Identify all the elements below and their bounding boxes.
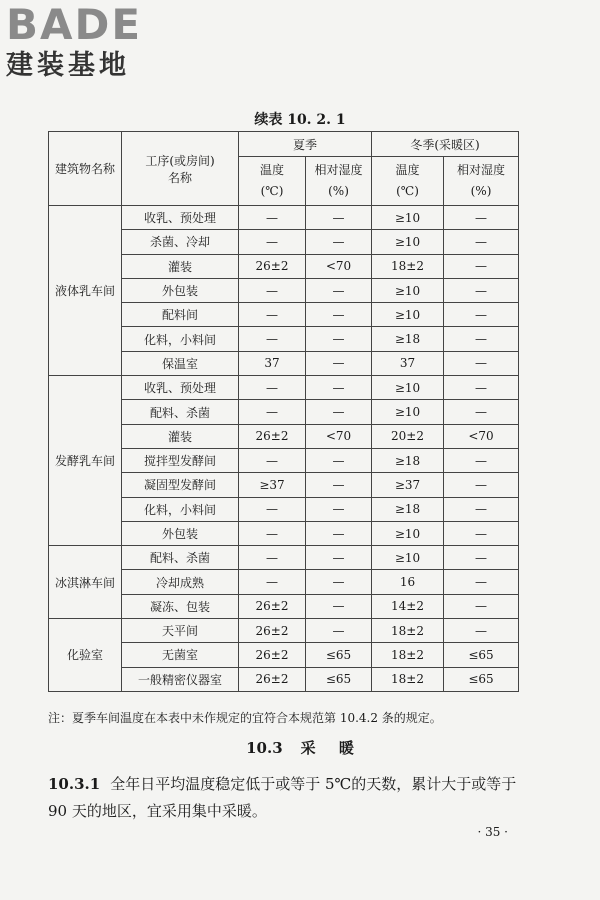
summer-temp-cell: ≥37 xyxy=(239,473,306,497)
building-name-cell: 发酵乳车间 xyxy=(49,376,122,546)
winter-temp-cell: ≥10 xyxy=(372,206,444,230)
winter-temp-cell: 14±2 xyxy=(372,594,444,618)
process-cell: 一般精密仪器室 xyxy=(122,667,239,691)
winter-temp-cell: 18±2 xyxy=(372,619,444,643)
header-summer: 夏季 xyxy=(239,132,372,157)
table-row xyxy=(49,376,519,400)
summer-temp-cell: — xyxy=(239,400,306,424)
header-building: 建筑物名称 xyxy=(49,132,122,206)
summer-humidity-cell: — xyxy=(306,376,372,400)
winter-temp-cell: ≥10 xyxy=(372,303,444,327)
clause-10-3-1 xyxy=(48,771,518,825)
summer-temp-cell: 26±2 xyxy=(239,667,306,691)
process-cell: 外包装 xyxy=(122,278,239,302)
summer-humidity-cell: — xyxy=(306,521,372,545)
winter-humidity-cell: — xyxy=(444,521,519,545)
winter-temp-cell: ≥18 xyxy=(372,327,444,351)
winter-humidity-cell: — xyxy=(444,351,519,375)
winter-temp-cell: ≥37 xyxy=(372,473,444,497)
winter-temp-cell: 18±2 xyxy=(372,667,444,691)
header-winter-temp: 温度 (℃) xyxy=(372,157,444,206)
summer-temp-cell: 26±2 xyxy=(239,619,306,643)
clause-number: 10.3.1 xyxy=(48,775,101,793)
process-cell: 配料、杀菌 xyxy=(122,400,239,424)
clause-text: 全年日平均温度稳定低于或等于 5℃的天数，累计大于或等于 90 天的地区，宜采用集中采暖。 xyxy=(48,775,517,820)
winter-temp-cell: 37 xyxy=(372,351,444,375)
summer-humidity-cell: — xyxy=(306,206,372,230)
winter-humidity-cell: — xyxy=(444,400,519,424)
summer-humidity-cell: ≤65 xyxy=(306,667,372,691)
summer-humidity-cell: — xyxy=(306,497,372,521)
process-cell: 外包装 xyxy=(122,521,239,545)
winter-temp-cell: ≥10 xyxy=(372,376,444,400)
winter-humidity-cell: — xyxy=(444,594,519,618)
winter-temp-cell: ≥10 xyxy=(372,400,444,424)
summer-temp-cell: — xyxy=(239,230,306,254)
summer-temp-cell: — xyxy=(239,521,306,545)
winter-humidity-cell: — xyxy=(444,278,519,302)
winter-temp-cell: 18±2 xyxy=(372,643,444,667)
winter-humidity-cell: — xyxy=(444,206,519,230)
header-summer-humidity: 相对湿度 (%) xyxy=(306,157,372,206)
summer-humidity-cell: — xyxy=(306,278,372,302)
process-cell: 保温室 xyxy=(122,351,239,375)
process-cell: 杀菌、冷却 xyxy=(122,230,239,254)
table-row xyxy=(49,546,519,570)
process-cell: 灌装 xyxy=(122,254,239,278)
process-cell: 化料，小料间 xyxy=(122,327,239,351)
winter-humidity-cell: — xyxy=(444,619,519,643)
summer-humidity-cell: — xyxy=(306,303,372,327)
winter-humidity-cell: ≤65 xyxy=(444,643,519,667)
summer-humidity-cell: — xyxy=(306,473,372,497)
summer-temp-cell: — xyxy=(239,497,306,521)
summer-temp-cell: — xyxy=(239,278,306,302)
process-cell: 天平间 xyxy=(122,619,239,643)
table-caption: 续表 10. 2. 1 xyxy=(254,112,346,128)
process-cell: 冷却成熟 xyxy=(122,570,239,594)
winter-temp-cell: ≥10 xyxy=(372,278,444,302)
winter-humidity-cell: — xyxy=(444,570,519,594)
process-cell: 配料、杀菌 xyxy=(122,546,239,570)
winter-temp-cell: ≥18 xyxy=(372,448,444,472)
header-winter-humidity: 相对湿度 (%) xyxy=(444,157,519,206)
header-summer-temp: 温度 (℃) xyxy=(239,157,306,206)
winter-humidity-cell: — xyxy=(444,497,519,521)
table-body xyxy=(49,206,519,692)
summer-humidity-cell: — xyxy=(306,619,372,643)
winter-temp-cell: ≥10 xyxy=(372,230,444,254)
building-name-cell: 化验室 xyxy=(49,619,122,692)
winter-temp-cell: 20±2 xyxy=(372,424,444,448)
process-cell: 搅拌型发酵间 xyxy=(122,448,239,472)
winter-temp-cell: ≥18 xyxy=(372,497,444,521)
process-cell: 收乳、预处理 xyxy=(122,376,239,400)
winter-humidity-cell: — xyxy=(444,546,519,570)
table-row xyxy=(49,619,519,643)
winter-humidity-cell: — xyxy=(444,376,519,400)
building-name-cell: 冰淇淋车间 xyxy=(49,546,122,619)
page-number: · 35 · xyxy=(477,825,508,839)
summer-temp-cell: 37 xyxy=(239,351,306,375)
building-name-cell: 液体乳车间 xyxy=(49,206,122,376)
winter-humidity-cell: — xyxy=(444,230,519,254)
process-cell: 无菌室 xyxy=(122,643,239,667)
summer-temp-cell: — xyxy=(239,448,306,472)
summer-humidity-cell: — xyxy=(306,351,372,375)
process-cell: 凝冻、包装 xyxy=(122,594,239,618)
logo-subtitle: 建装基地 xyxy=(6,50,130,81)
summer-humidity-cell: — xyxy=(306,546,372,570)
process-cell: 收乳、预处理 xyxy=(122,206,239,230)
summer-temp-cell: 26±2 xyxy=(239,424,306,448)
table-row xyxy=(49,206,519,230)
summer-temp-cell: — xyxy=(239,303,306,327)
summer-temp-cell: — xyxy=(239,327,306,351)
section-title: 采 暖 xyxy=(300,739,354,757)
summer-temp-cell: — xyxy=(239,546,306,570)
summer-humidity-cell: <70 xyxy=(306,424,372,448)
winter-humidity-cell: <70 xyxy=(444,424,519,448)
winter-humidity-cell: — xyxy=(444,254,519,278)
summer-temp-cell: — xyxy=(239,570,306,594)
summer-humidity-cell: — xyxy=(306,230,372,254)
summer-humidity-cell: — xyxy=(306,327,372,351)
process-cell: 凝固型发酵间 xyxy=(122,473,239,497)
summer-humidity-cell: — xyxy=(306,448,372,472)
header-process: 工序(或房间) 名称 xyxy=(122,132,239,206)
winter-humidity-cell: — xyxy=(444,448,519,472)
summer-humidity-cell: — xyxy=(306,594,372,618)
section-number: 10.3 xyxy=(246,739,283,757)
summer-humidity-cell: ≤65 xyxy=(306,643,372,667)
process-cell: 配料间 xyxy=(122,303,239,327)
winter-temp-cell: 18±2 xyxy=(372,254,444,278)
summer-humidity-cell: — xyxy=(306,400,372,424)
winter-humidity-cell: — xyxy=(444,303,519,327)
winter-temp-cell: ≥10 xyxy=(372,546,444,570)
summer-temp-cell: — xyxy=(239,206,306,230)
summer-temp-cell: — xyxy=(239,376,306,400)
summer-humidity-cell: — xyxy=(306,570,372,594)
winter-humidity-cell: — xyxy=(444,473,519,497)
summer-temp-cell: 26±2 xyxy=(239,643,306,667)
winter-temp-cell: 16 xyxy=(372,570,444,594)
winter-temp-cell: ≥10 xyxy=(372,521,444,545)
table-note: 注：夏季车间温度在本表中未作规定的宜符合本规范第 10.4.2 条的规定。 xyxy=(48,711,442,725)
summer-temp-cell: 26±2 xyxy=(239,254,306,278)
process-cell: 灌装 xyxy=(122,424,239,448)
winter-humidity-cell: — xyxy=(444,327,519,351)
header-winter: 冬季(采暖区) xyxy=(372,132,519,157)
summer-humidity-cell: <70 xyxy=(306,254,372,278)
section-heading xyxy=(0,737,600,758)
temperature-humidity-table xyxy=(48,131,519,692)
logo-mark: BADE xyxy=(6,0,143,49)
winter-humidity-cell: ≤65 xyxy=(444,667,519,691)
summer-temp-cell: 26±2 xyxy=(239,594,306,618)
process-cell: 化料，小料间 xyxy=(122,497,239,521)
logo xyxy=(6,2,142,81)
